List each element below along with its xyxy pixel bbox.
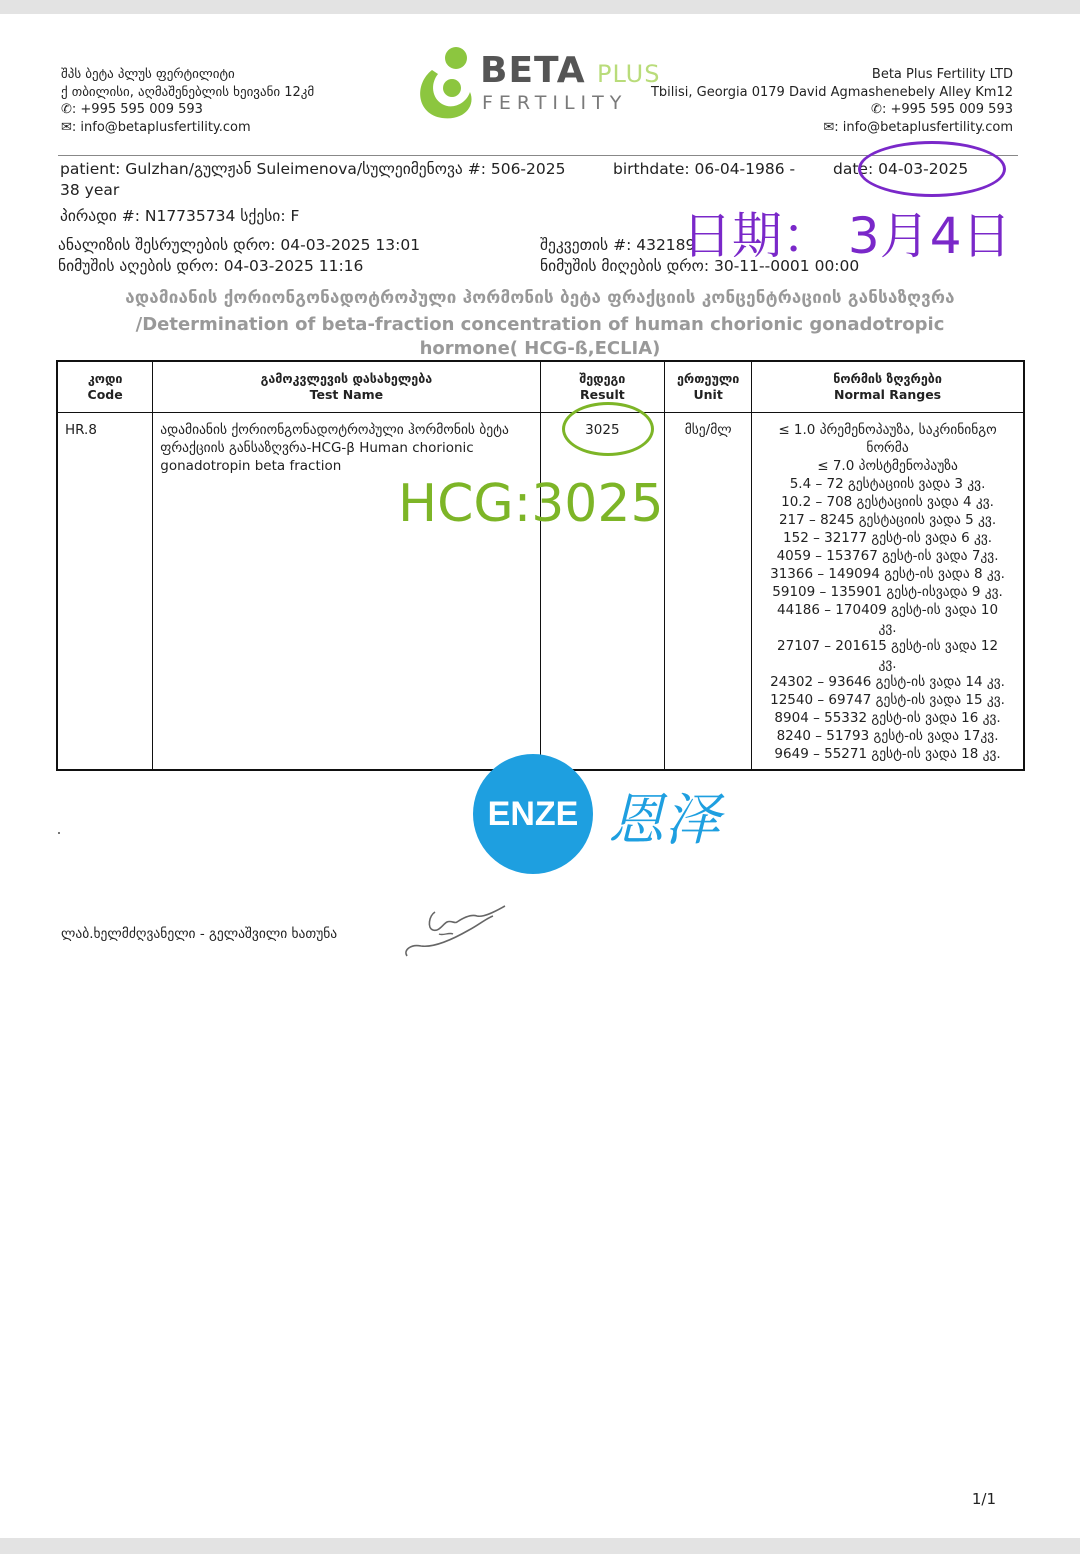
range-line: ≤ 7.0 პოსტმენოპაუზა xyxy=(817,458,958,474)
sample-received-time: ნიმუშის მიღების დრო: 30-11--0001 00:00 xyxy=(540,257,860,275)
header-left-line: შპს ბეტა პლუს ფერტილიტი xyxy=(61,67,235,82)
enze-watermark-cn: 恩泽 xyxy=(608,788,720,853)
test-title-english xyxy=(56,313,1024,361)
header-right-contact xyxy=(651,66,1013,136)
range-line: 8240 – 51793 გესტ-ის ვადა 17კვ. xyxy=(776,728,999,744)
range-line: კვ. xyxy=(878,620,897,636)
table-row xyxy=(57,413,1024,771)
header-normal-ranges xyxy=(752,361,1024,413)
header-test-name xyxy=(153,361,540,413)
patient-id-sex: პირადი #: N17735734 სქესი: F xyxy=(60,207,300,225)
hcg-annotation: HCG:3025 xyxy=(398,474,664,534)
signature-icon xyxy=(395,894,515,964)
range-line: 4059 – 153767 გესტ-ის ვადა 7კვ. xyxy=(776,548,999,564)
report-date: date: 04-03-2025 xyxy=(833,160,969,178)
logo-plus-text: PLUS xyxy=(597,60,661,88)
header-result-geo: შედეგი xyxy=(579,371,626,386)
range-line: 27107 – 201615 გესტ-ის ვადა 12 xyxy=(777,638,999,654)
birthdate: birthdate: 06-04-1986 - xyxy=(613,160,796,178)
range-line: კვ. xyxy=(878,656,897,672)
header-left-line: ქ თბილისი, აღმაშენებლის ხეივანი 12კმ xyxy=(61,84,315,100)
header-right-line: Tbilisi, Georgia 0179 David Agmashenebely Alley Km12 xyxy=(650,84,1013,100)
table-header-row xyxy=(57,361,1024,413)
range-line: ≤ 1.0 პრემენოპაუზა, საკრინინგო xyxy=(778,422,997,438)
range-line: 217 – 8245 გესტაციის ვადა 5 კვ. xyxy=(778,512,997,528)
range-line: ნორმა xyxy=(866,440,909,456)
stray-dot xyxy=(58,832,60,834)
header-left-line: ✆: +995 595 009 593 xyxy=(61,102,203,117)
header-result-en: Result xyxy=(580,387,625,402)
cell-unit: მსე/მლ xyxy=(665,413,752,771)
header-unit xyxy=(665,361,752,413)
order-number: შეკვეთის #: 432189 xyxy=(540,236,696,254)
header-code-en: Code xyxy=(87,387,123,402)
header-code-geo: კოდი xyxy=(87,371,123,386)
results-table xyxy=(56,360,1025,771)
logo-brand-text: BETA xyxy=(480,50,586,91)
lab-head-label: ლაბ.ხელმძღვანელი - გელაშვილი ხათუნა xyxy=(61,926,338,942)
header-unit-geo: ერთეული xyxy=(676,371,740,386)
header-test-name-geo: გამოკვლევის დასახელება xyxy=(260,371,433,386)
range-line: 10.2 – 708 გესტაციის ვადა 4 კვ. xyxy=(781,494,994,510)
test-title-english-line: hormone( HCG-ß,ECLIA) xyxy=(419,338,661,359)
report-page xyxy=(0,14,1080,1538)
range-line: 59109 – 135901 გესტ-ისვადა 9 კვ. xyxy=(772,584,1003,600)
header-ranges-geo: ნორმის ზღვრები xyxy=(833,371,942,386)
range-line: 5.4 – 72 გესტაციის ვადა 3 კვ. xyxy=(789,476,986,492)
header-left-contact xyxy=(61,66,314,136)
header-right-line: ✉: info@betaplusfertility.com xyxy=(823,119,1013,135)
result-highlight-ellipse xyxy=(562,402,654,456)
cell-normal-ranges xyxy=(752,413,1024,771)
range-line: 152 – 32177 გესტ-ის ვადა 6 კვ. xyxy=(783,530,993,546)
header-test-name-en: Test Name xyxy=(309,387,384,402)
logo-sub-text: FERTILITY xyxy=(482,92,628,114)
test-title-english-line: /Determination of beta-fraction concentration of human chorionic gonadotropic xyxy=(135,314,945,335)
range-line: 8904 – 55332 გესტ-ის ვადა 16 კვ. xyxy=(774,710,1001,726)
page-number: 1/1 xyxy=(971,1490,996,1508)
patient-line: patient: Gulzhan/გულჟან Suleimenova/სულეიმენოვა #: 506-2025 xyxy=(60,160,566,178)
date-highlight-ellipse xyxy=(858,141,1006,197)
logo-mark-icon xyxy=(412,44,482,124)
header-code xyxy=(57,361,153,413)
cell-test-name: ადამიანის ქორიონგონადოტროპული ჰორმონის ბეტა ფრაქციის განსაზღვრა-HCG-β Human chorionic gonadotropin beta fraction xyxy=(153,413,540,771)
header-right-line: Beta Plus Fertility LTD xyxy=(871,67,1013,82)
cell-result: 3025 xyxy=(540,413,665,771)
header-left-line: ✉: info@betaplusfertility.com xyxy=(61,119,251,135)
range-line: 12540 – 69747 გესტ-ის ვადა 15 კვ. xyxy=(770,692,1005,708)
beta-plus-logo xyxy=(412,44,672,124)
sample-taken-time: ნიმუშის აღების დრო: 04-03-2025 11:16 xyxy=(58,257,364,275)
cell-code: HR.8 xyxy=(57,413,153,771)
range-line: 31366 – 149094 გესტ-ის ვადა 8 კვ. xyxy=(770,566,1005,582)
analysis-time: ანალიზის შესრულების დრო: 04-03-2025 13:01 xyxy=(58,236,421,254)
header-unit-en: Unit xyxy=(693,387,723,402)
patient-age: 38 year xyxy=(60,181,120,199)
header-ranges-en: Normal Ranges xyxy=(833,387,942,402)
test-title-georgian: ადამიანის ქორიონგონადოტროპული ჰორმონის ბეტა ფრაქციის კონცენტრაციის განსაზღვრა xyxy=(125,288,955,308)
range-line: 24302 – 93646 გესტ-ის ვადა 14 კვ. xyxy=(770,674,1005,690)
enze-watermark-badge: ENZE xyxy=(473,754,593,874)
range-line: 44186 – 170409 გესტ-ის ვადა 10 xyxy=(777,602,999,618)
range-line: 9649 – 55271 გესტ-ის ვადა 18 კვ. xyxy=(774,746,1001,762)
header-right-line: ✆: +995 595 009 593 xyxy=(871,102,1013,117)
date-annotation: 日期： 3月4日 xyxy=(682,207,1012,265)
